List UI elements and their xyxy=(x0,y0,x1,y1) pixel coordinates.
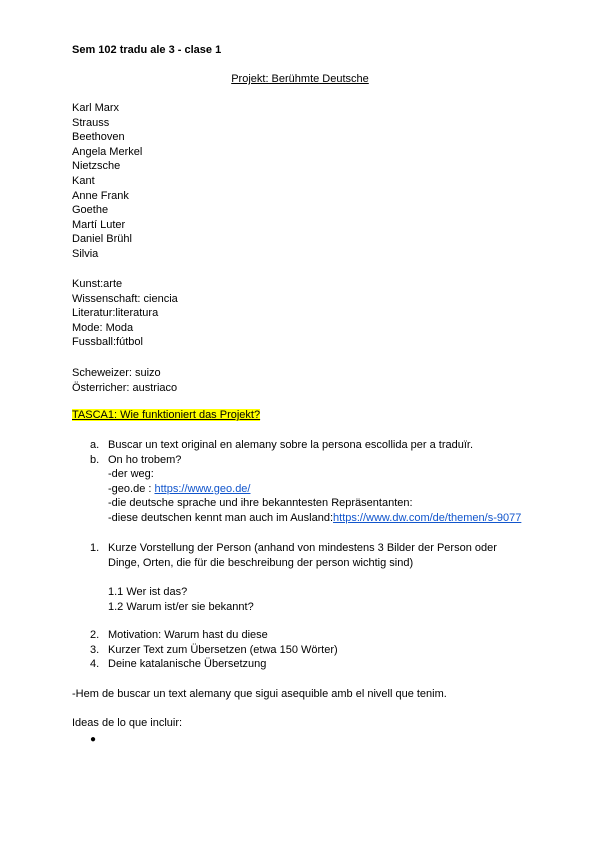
dw-link[interactable]: https://www.dw.com/de/themen/s-9077 xyxy=(333,511,522,524)
list-text: Kurzer Text zum Übersetzen (etwa 150 Wörter) xyxy=(108,643,338,656)
person-item: Silvia xyxy=(72,247,99,260)
person-item: Daniel Brühl xyxy=(72,233,132,246)
vocab-list xyxy=(72,277,178,350)
bullet-icon: ● xyxy=(90,734,97,745)
person-item: Kant xyxy=(72,174,95,187)
person-item: Anne Frank xyxy=(72,189,129,202)
vocab-item: Literatur:literatura xyxy=(72,307,159,320)
nationality-item: Scheweizer: suizo xyxy=(72,367,161,379)
sub-line-text xyxy=(108,482,250,496)
vocab-item: Wissenschaft: ciencia xyxy=(72,292,178,305)
nationality-item: Österricher: austriaco xyxy=(72,381,178,394)
document-title: Sem 102 tradu ale 3 - clase 1 xyxy=(72,44,222,56)
sub-question: 1.1 Wer ist das? xyxy=(108,586,188,598)
list-text: Buscar un text original en alemany sobre la persona escollida per a traduïr. xyxy=(108,439,474,451)
list-marker: 1. xyxy=(90,542,100,554)
sub-questions xyxy=(108,585,254,614)
sub-line-text xyxy=(108,511,521,525)
list-text: On ho trobem? xyxy=(108,453,182,466)
list-marker: a. xyxy=(90,439,100,451)
project-title xyxy=(0,72,600,86)
ideas-label: Ideas de lo que incluir: xyxy=(72,717,183,729)
people-list xyxy=(72,101,142,262)
list-marker: 2. xyxy=(90,629,100,641)
list-text: Deine katalanische Übersetzung xyxy=(108,658,267,671)
note-paragraph: -Hem de buscar un text alemany que sigui asequible amb el nivell que tenim. xyxy=(72,688,447,700)
person-item: Strauss xyxy=(72,116,110,129)
geo-link[interactable]: https://www.geo.de/ xyxy=(154,482,251,495)
person-item: Beethoven xyxy=(72,131,125,144)
sub-line-text: -der weg: xyxy=(108,468,154,481)
vocab-item: Mode: Moda xyxy=(72,321,134,334)
project-title-text: Projekt: Berühmte Deutsche xyxy=(231,73,369,85)
sub-line-text: -die deutsche sprache und ihre bekanntesten Repräsentanten: xyxy=(108,497,413,510)
person-item: Angela Merkel xyxy=(72,145,143,158)
list-marker: 3. xyxy=(90,643,100,656)
person-item: Nietzsche xyxy=(72,160,121,173)
nationality-list xyxy=(72,366,177,395)
list-marker: b. xyxy=(90,453,100,466)
person-item: Martí Luter xyxy=(72,218,126,231)
list-text: Dinge, Orten, die für die beschreibung der person wichtig sind) xyxy=(108,556,414,569)
person-item: Karl Marx xyxy=(72,102,120,114)
vocab-item: Kunst:arte xyxy=(72,278,123,290)
link-prefix: -geo.de : xyxy=(108,482,155,495)
list-text: Motivation: Warum hast du diese xyxy=(108,629,268,641)
list-marker: 4. xyxy=(90,658,100,671)
vocab-item: Fussball:fútbol xyxy=(72,336,143,349)
link-prefix: -diese deutschen kennt man auch im Ausland: xyxy=(108,511,334,524)
tasca-heading xyxy=(72,408,260,422)
sub-question: 1.2 Warum ist/er sie bekannt? xyxy=(108,600,254,613)
person-item: Goethe xyxy=(72,204,109,217)
tasca-heading-text: TASCA1: Wie funktioniert das Projekt? xyxy=(72,409,261,421)
list-text: Kurze Vorstellung der Person (anhand von mindestens 3 Bilder der Person oder xyxy=(108,542,497,554)
